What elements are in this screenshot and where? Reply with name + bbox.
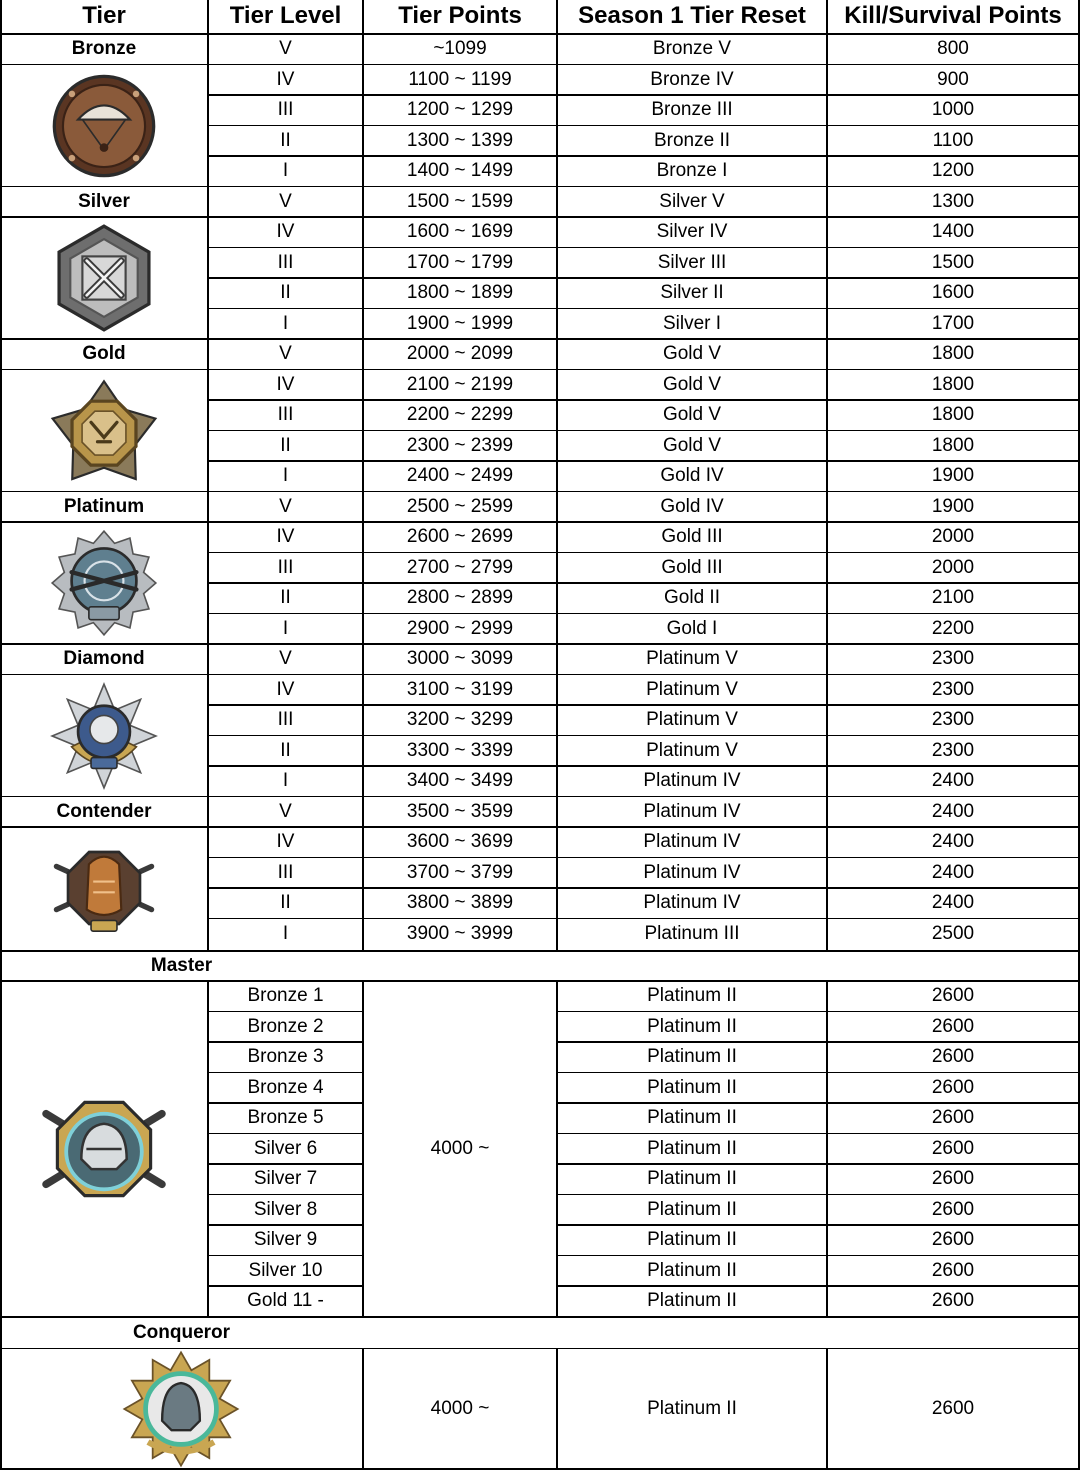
tier-name: Conqueror [132, 1321, 231, 1343]
tier-points: 1100 ~ 1199 [408, 68, 512, 90]
tier-level: I [282, 312, 289, 334]
row-divider [557, 1011, 1080, 1012]
row-divider [0, 33, 1080, 35]
gold-emblem-icon [50, 377, 158, 485]
tier-level: I [282, 465, 289, 487]
tier-level: V [279, 648, 292, 670]
kill-points: 1700 [931, 312, 975, 334]
kill-points: 2600 [931, 1259, 975, 1281]
row-divider [208, 1224, 364, 1225]
tier-points: 3900 ~ 3999 [406, 922, 514, 944]
kill-points: 1900 [931, 495, 975, 517]
row-divider [208, 765, 1080, 766]
kill-points: 1800 [931, 434, 975, 456]
kill-points: 2400 [931, 831, 975, 853]
row-divider [208, 1285, 364, 1286]
season-reset: Platinum II [647, 1290, 737, 1312]
row-divider [208, 826, 1080, 827]
column-divider [207, 981, 208, 1317]
row-divider [0, 521, 209, 523]
row-divider [0, 643, 1080, 644]
tier-name: Gold [82, 343, 126, 365]
row-divider [557, 1163, 1080, 1164]
season-reset: Platinum II [647, 985, 737, 1007]
kill-points: 2000 [931, 556, 975, 578]
kill-points: 2300 [931, 739, 975, 761]
row-divider [0, 674, 209, 676]
row-divider [208, 430, 1080, 431]
kill-points: 1100 [932, 129, 974, 151]
tier-points: 2600 ~ 2699 [406, 526, 514, 548]
tier-level: Bronze 3 [247, 1046, 324, 1068]
season-reset: Silver V [659, 190, 725, 212]
kill-points: 1200 [931, 160, 975, 182]
kill-points: 1800 [931, 343, 975, 365]
kill-points: 2600 [931, 1137, 975, 1159]
kill-points: 2600 [931, 1290, 975, 1312]
kill-points: 900 [937, 68, 969, 90]
tier-points: 3400 ~ 3499 [406, 770, 514, 792]
column-divider [1078, 0, 1080, 1469]
tier-points: 2700 ~ 2799 [406, 556, 514, 578]
kill-points: 2400 [931, 892, 975, 914]
column-divider [362, 1349, 363, 1470]
header-tier-level: Tier Level [229, 2, 342, 29]
tier-points: 1600 ~ 1699 [406, 221, 514, 243]
row-divider [208, 399, 1080, 400]
kill-points: 2600 [931, 1076, 975, 1098]
row-divider [208, 1011, 364, 1012]
season-reset: Gold III [661, 556, 723, 578]
tier-level: II [280, 587, 291, 609]
season-reset: Platinum V [646, 739, 738, 761]
row-divider [557, 1224, 1080, 1225]
season-reset: Platinum IV [643, 831, 741, 853]
contender-emblem-icon [50, 834, 158, 942]
season-reset: Silver III [657, 251, 727, 273]
tier-level: Bronze 1 [247, 985, 324, 1007]
season-reset: Gold IV [660, 465, 724, 487]
column-divider [207, 0, 208, 951]
platinum-emblem-icon [50, 529, 158, 637]
row-divider [557, 1194, 1080, 1195]
tier-points: 3200 ~ 3299 [406, 709, 514, 731]
tier-points: 4000 ~ [430, 1397, 490, 1419]
tier-points: 3700 ~ 3799 [406, 861, 514, 883]
season-reset: Platinum V [646, 678, 738, 700]
kill-points: 1900 [931, 465, 975, 487]
kill-points: 2400 [931, 770, 975, 792]
kill-points: 2500 [931, 922, 975, 944]
tier-level: IV [276, 678, 295, 700]
row-divider [208, 521, 1080, 522]
kill-points: 2400 [931, 800, 975, 822]
column-divider [362, 0, 363, 951]
row-divider [0, 186, 1080, 187]
column-divider [826, 1349, 827, 1470]
tier-points: 1300 ~ 1399 [406, 129, 514, 151]
season-reset: Platinum II [647, 1137, 737, 1159]
season-reset: Platinum II [647, 1046, 737, 1068]
season-reset: Platinum V [646, 709, 738, 731]
kill-points: 1500 [931, 251, 975, 273]
season-reset: Platinum II [647, 1015, 737, 1037]
kill-points: 1300 [931, 190, 975, 212]
tier-points: 2800 ~ 2899 [406, 587, 514, 609]
season-reset: Bronze IV [650, 68, 734, 90]
tier-level: II [280, 282, 291, 304]
season-reset: Gold I [666, 617, 718, 639]
tier-points: 2100 ~ 2199 [406, 373, 514, 395]
bronze-emblem-icon [50, 72, 158, 180]
tier-points: 3600 ~ 3699 [406, 831, 514, 853]
row-divider [208, 308, 1080, 309]
tier-level: Silver 9 [253, 1229, 318, 1251]
kill-points: 2600 [931, 985, 975, 1007]
season-reset: Platinum II [647, 1107, 737, 1129]
tier-level: III [277, 404, 294, 426]
row-divider [208, 887, 1080, 888]
kill-points: 2400 [931, 861, 975, 883]
tier-level: I [282, 160, 289, 182]
tier-level: III [277, 251, 294, 273]
header-tier-points: Tier Points [398, 2, 522, 29]
tier-points: 3300 ~ 3399 [406, 739, 514, 761]
row-divider [208, 460, 1080, 461]
tier-name: Master [150, 954, 213, 976]
row-divider [0, 796, 1080, 797]
row-divider [0, 491, 1080, 492]
tier-level: IV [276, 221, 295, 243]
tier-level: III [277, 861, 294, 883]
row-divider [208, 64, 1080, 65]
season-reset: Platinum V [646, 648, 738, 670]
tier-level: Silver 7 [253, 1168, 318, 1190]
season-reset: Bronze V [652, 38, 732, 60]
tier-points: 2200 ~ 2299 [406, 404, 514, 426]
tier-points: 1200 ~ 1299 [406, 99, 514, 121]
season-reset: Silver II [660, 282, 724, 304]
season-reset: Platinum IV [643, 770, 741, 792]
row-divider [208, 735, 1080, 736]
tier-level: Silver 10 [248, 1259, 323, 1281]
kill-points: 1400 [931, 221, 975, 243]
season-reset: Platinum II [647, 1076, 737, 1098]
tier-name: Platinum [63, 495, 145, 517]
tier-points: 1700 ~ 1799 [406, 251, 514, 273]
row-divider [557, 1072, 1080, 1073]
tier-level: IV [276, 68, 295, 90]
tier-level: II [280, 129, 291, 151]
kill-points: 2600 [931, 1198, 975, 1220]
tier-level: Bronze 5 [247, 1107, 324, 1129]
row-divider [208, 918, 1080, 919]
season-reset: Bronze III [651, 99, 733, 121]
tier-level: V [279, 343, 292, 365]
row-divider [557, 1102, 1080, 1103]
kill-points: 2600 [931, 1015, 975, 1037]
season-reset: Platinum II [647, 1229, 737, 1251]
row-divider [0, 216, 209, 218]
row-divider [0, 338, 1080, 339]
tier-name: Contender [56, 800, 152, 822]
kill-points: 1600 [931, 282, 975, 304]
tier-level: V [279, 190, 292, 212]
header-kill-points: Kill/Survival Points [844, 2, 1062, 29]
master-emblem-icon [41, 1086, 167, 1212]
tier-level: III [277, 709, 294, 731]
row-divider [0, 1468, 1080, 1470]
tier-points: ~1099 [433, 38, 487, 60]
season-reset: Gold V [662, 404, 722, 426]
tier-points: 4000 ~ [430, 1137, 490, 1159]
tier-level: I [282, 770, 289, 792]
kill-points: 2600 [931, 1397, 975, 1419]
row-divider [557, 1285, 1080, 1286]
row-divider [208, 1255, 364, 1256]
season-reset: Platinum II [647, 1259, 737, 1281]
season-reset: Platinum III [644, 922, 740, 944]
tier-name: Bronze [71, 38, 137, 60]
tier-level: Gold 11 - [247, 1290, 324, 1312]
tier-points: 3500 ~ 3599 [406, 800, 514, 822]
row-divider [208, 857, 1080, 858]
tier-points: 2400 ~ 2499 [406, 465, 514, 487]
kill-points: 1800 [931, 404, 975, 426]
diamond-emblem-icon [50, 682, 158, 790]
season-reset: Silver I [662, 312, 722, 334]
row-divider [208, 613, 1080, 614]
kill-points: 2300 [931, 648, 975, 670]
row-divider [557, 1133, 1080, 1134]
row-divider [208, 247, 1080, 248]
tier-level: III [277, 99, 294, 121]
kill-points: 800 [937, 38, 969, 60]
kill-points: 2200 [931, 617, 975, 639]
kill-points: 2300 [931, 709, 975, 731]
season-reset: Platinum II [647, 1397, 737, 1419]
row-divider [208, 582, 1080, 583]
tier-points: 3100 ~ 3199 [406, 678, 514, 700]
row-divider [208, 1072, 364, 1073]
conqueror-emblem-icon [122, 1350, 240, 1468]
tier-points: 3800 ~ 3899 [406, 892, 514, 914]
tier-level: II [280, 739, 291, 761]
tier-points: 1400 ~ 1499 [406, 160, 514, 182]
kill-points: 2300 [931, 678, 975, 700]
tier-level: Bronze 4 [247, 1076, 324, 1098]
column-divider [556, 981, 557, 1317]
tier-points: 1900 ~ 1999 [406, 312, 514, 334]
tier-level: Silver 8 [253, 1198, 318, 1220]
tier-level: II [280, 892, 291, 914]
tier-level: IV [276, 373, 295, 395]
row-divider [208, 1133, 364, 1134]
tier-level: I [282, 922, 289, 944]
row-divider [557, 1041, 1080, 1042]
kill-points: 2600 [931, 1046, 975, 1068]
tier-level: Silver 6 [253, 1137, 318, 1159]
kill-points: 1800 [931, 373, 975, 395]
row-divider [208, 155, 1080, 156]
tier-level: IV [276, 831, 295, 853]
row-divider [208, 277, 1080, 278]
season-reset: Platinum II [647, 1168, 737, 1190]
kill-points: 2100 [931, 587, 975, 609]
season-reset: Gold II [664, 587, 720, 609]
season-reset: Gold V [662, 434, 722, 456]
season-reset: Platinum IV [643, 892, 741, 914]
tier-level: III [277, 556, 294, 578]
kill-points: 1000 [931, 99, 975, 121]
season-reset: Silver IV [656, 221, 728, 243]
column-divider [362, 981, 363, 1317]
row-divider [0, 369, 209, 371]
row-divider [208, 704, 1080, 705]
tier-points: 2900 ~ 2999 [406, 617, 514, 639]
kill-points: 2600 [931, 1229, 975, 1251]
row-divider [0, 64, 209, 66]
tier-name: Diamond [63, 648, 145, 670]
header-season-reset: Season 1 Tier Reset [578, 2, 806, 29]
kill-points: 2600 [931, 1168, 975, 1190]
row-divider [208, 674, 1080, 675]
tier-points: 2500 ~ 2599 [406, 495, 514, 517]
season-reset: Platinum II [647, 1198, 737, 1220]
row-divider [208, 94, 1080, 95]
kill-points: 2600 [931, 1107, 975, 1129]
header-tier: Tier [82, 2, 126, 29]
row-divider [208, 216, 1080, 217]
tier-level: I [282, 617, 289, 639]
column-divider [826, 981, 827, 1317]
row-divider [208, 1163, 364, 1164]
season-reset: Gold IV [660, 495, 724, 517]
season-reset: Platinum IV [643, 861, 741, 883]
tier-level: II [280, 434, 291, 456]
tier-points: 3000 ~ 3099 [406, 648, 514, 670]
row-divider [208, 125, 1080, 126]
season-reset: Gold V [662, 343, 722, 365]
column-divider [0, 0, 2, 1469]
tier-name: Silver [78, 190, 130, 212]
season-reset: Bronze II [653, 129, 731, 151]
row-divider [208, 1194, 364, 1195]
row-divider [208, 1041, 364, 1042]
season-reset: Platinum IV [643, 800, 741, 822]
silver-emblem-icon [50, 224, 158, 332]
row-divider [557, 1255, 1080, 1256]
row-divider [208, 1102, 364, 1103]
tier-level: Bronze 2 [247, 1015, 324, 1037]
tier-points: 1500 ~ 1599 [406, 190, 514, 212]
column-divider [556, 1349, 557, 1470]
tier-points: 2000 ~ 2099 [406, 343, 514, 365]
row-divider [208, 552, 1080, 553]
column-divider [826, 0, 827, 951]
kill-points: 2000 [931, 526, 975, 548]
row-divider [0, 826, 209, 828]
tier-points: 2300 ~ 2399 [406, 434, 514, 456]
season-reset: Bronze I [656, 160, 728, 182]
row-divider [208, 369, 1080, 370]
tier-points: 1800 ~ 1899 [406, 282, 514, 304]
tier-level: V [279, 38, 292, 60]
tier-level: V [279, 495, 292, 517]
season-reset: Gold V [662, 373, 722, 395]
season-reset: Gold III [661, 526, 723, 548]
tier-level: V [279, 800, 292, 822]
tier-level: IV [276, 526, 295, 548]
column-divider [556, 0, 557, 951]
